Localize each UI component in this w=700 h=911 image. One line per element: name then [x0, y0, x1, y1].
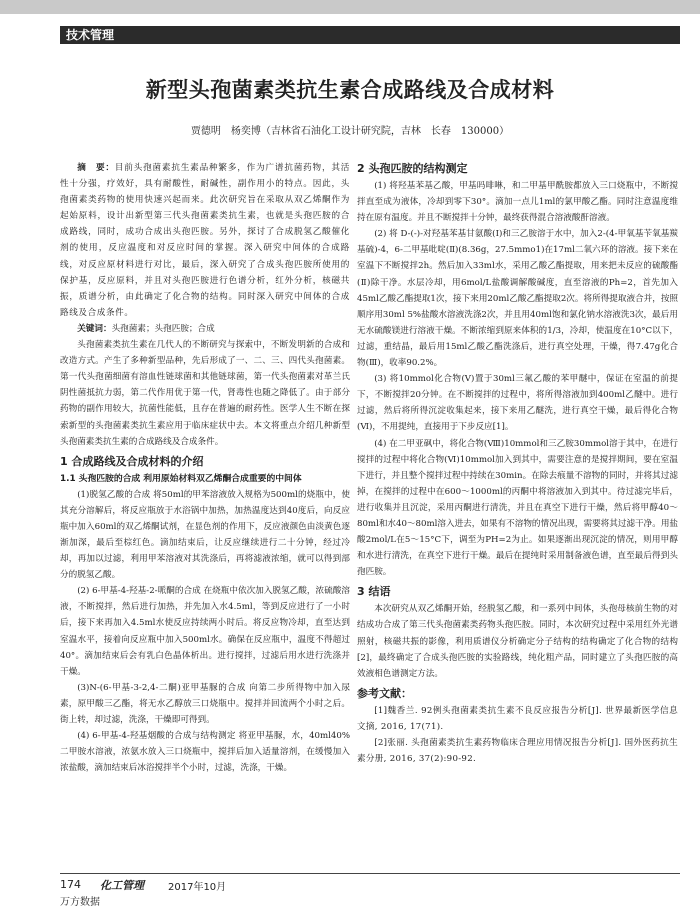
paragraph: (4) 在二甲亚砜中，将化合物(Ⅷ)10mmol和三乙胺30mmol溶于其中，在进行搅拌的过程中将化合物(Ⅵ)10mmol加入到其中，需要注意的是搅拌期间，要在室温下进行，并且整个搅拌过程中持续在30min。在除去痕量不溶物的同时，并将其过滤掉，在搅拌的过程中在600～1000ml的丙酮中将溶液加入到其中。待过滤完毕后，进行收集并且沉淀，采用丙酮进行清洗，并且在真空下进行干燥，然后将甲醇40～80ml和水40～80ml溶入进去，如果有不溶物的情况出现，需要将其过滤干净。用盐酸2mol/L在5～15°C下，调至为PH=2为止。如果逐渐出现沉淀的情况，则用甲醇和水进行清洗，在真空下进行干燥。最后在提纯时采用制备液色谱，直至最后得到头孢匹胺。	[357, 438, 679, 578]
keywords-text: 头孢菌素；头孢匹胺；合成	[111, 323, 215, 334]
page-footer	[60, 873, 680, 894]
keywords	[60, 321, 350, 337]
author-line: 贾德明 杨奕博（吉林省石油化工设计研究院，吉林 长春 130000）	[190, 126, 510, 137]
subsection-heading-1-1: 1.1 头孢匹胺的合成 利用原始材料双乙烯酮合成重要的中间体	[60, 473, 302, 484]
paragraph: (2) 6-甲基-4-羟基-2-哌酮的合成 在烧瓶中依次加入脱氢乙酸，浓硫酸溶液，不断搅拌，然后进行加热，并先加入水4.5ml，等到反应进行了一小时后，接下来再加入4.5ml水使反应持续两小时后。将反应物冷却，直至达到室温水平，接着向反应瓶中加入500ml水。确保在反应瓶中，温度不得超过40°。滴加结束后会有乳白色晶体析出。进行搅拌，过滤后用水进行洗涤并干燥。	[60, 586, 350, 677]
paragraph: (1)脱氢乙酸的合成 将50ml的甲苯溶液放入规格为500ml的烧瓶中，使其充分溶解后，将反应瓶放于水浴锅中加热，加热温度达到40度后，向反应瓶中加入60ml的双乙烯酮试剂，在显色剂的作用下，反应液颜色由淡黄色逐渐加深，最后至棕红色。滴加结束后，让反应继续进行二十分钟，经过冷却，再加以过滤，利用甲苯溶液对其洗涤后，再将滤液浓缩，就可以得到部分的脱氢乙酸。	[60, 489, 350, 581]
journal-logo: 化工管理	[100, 879, 144, 892]
paragraph: (3) 将10mmol化合物(V)置于30ml三氟乙酸的苯甲醚中，保证在室温的前提下，不断搅拌20分钟。在不断搅拌的过程中，将所得溶液加到400ml乙醚中。进行过滤，然后将所得沉淀收集起来，接下来用乙醚洗，进行真空干燥，最后得化合物(Ⅵ)，不用提纯，直接用于下步反应[1]。	[357, 374, 678, 433]
conclusion-paragraph: 本次研究从双乙烯酮开始，经脱氢乙酸，和一系列中间体，头孢母核前生物的对结成功合成了第三代头孢菌素类药物头孢匹胺。同时，本次研究过程中采用红外光谱照射，核磁共振的影像，利用质谱仪分析确定分子结构的结构确定了化合物的结构[2]，最终确定了合成头孢匹胺的实验路线，纯化粗产品，同时建立了头孢匹胺的高效液相色谱测定方法。	[357, 604, 678, 679]
section-tag: 技术管理	[60, 26, 680, 44]
section-heading-1: 1 合成路线及合成材料的介绍	[60, 454, 204, 468]
issue-date: 2017年10月	[168, 882, 227, 893]
article-title: 新型头孢菌素类抗生素合成路线及合成材料	[145, 78, 555, 102]
keywords-label: 关键词：	[77, 323, 112, 334]
paragraph: (2) 将 D-(-)-对羟基苯基甘氨酸(Ⅰ)和三乙胺溶于水中，加入2-(4-甲氧基苄氧基羰基硫)-4，6-二甲基吡啶(Ⅱ)(8.36g，27.5mmo1)在17ml二氧六环的溶液。接下来在室温下不断搅拌2h。然后加入33ml水，采用乙酸乙酯提取，用来把未反应的硫酸酯(Ⅱ)除干净。水层冷却，用6mol/L盐酸调解酸碱度，直至溶液的Ph=2，首先加入45ml乙酸乙酯提取1次，接下来用20ml乙酸乙酯提取2次。将所得提取液合并，按照顺序用30ml 5%盐酸水溶液洗涤2次，并且用40ml饱和氯化钠水溶液洗3次，最后用无水硫酸镁进行溶液干燥。不断浓缩到原来体积的1/3，冷却，使温度在10°C以下，过滤，重结晶，最后用15ml乙酸乙酯洗涤后，进行真空处理，干燥，得7.47g化合物(Ⅲ)，收率90.2%。	[357, 229, 679, 369]
paragraph: (4) 6-甲基-4-羟基烟酸的合成与结构测定 将亚甲基脲，水，40ml40%二甲胺水溶液，浓氨水放入三口烧瓶中，搅拌后加入适量溶剂，在缓慢加入浓盐酸，滴加结束后冰浴搅拌半个小时，过滤，洗涤，干燥。	[60, 731, 350, 774]
abstract-text: 目前头孢菌素抗生素品种繁多，作为广谱抗菌药物，其活性十分强，疗效好，具有耐酸性，耐碱性，副作用小的特点。因此，头孢菌素类药物的使用快速兴起而来。此次研究旨在采取从双乙烯酮作为起始原料，设计出新型第三代头孢菌素类抗生素，也就是头孢匹胺的合成路线，同时，成功合成出头孢匹胺。另外，探讨了合成脱氢乙酸催化剂的使用，反应温度和对反应时间的掌握。深入研究中间体的合成路线，对反应原材料进行对比，最后，深入研究了合成头孢匹胺所使用的保护基，反应原料，并且对头孢匹胺进行色谱分析，红外分析，核磁共振，质谱分析，由此确定了化合物的结构。同时深入研究中间体的合成路线及合成条件。	[60, 163, 350, 318]
reference-item: [2]张丽. 头孢菌素类抗生素药物临床合理应用情况报告分析[J]. 国外医药抗生素分册, 2016, 37(2):90-92.	[357, 738, 678, 765]
references-heading: 参考文献：	[357, 686, 412, 700]
intro-paragraph: 头孢菌素类抗生素在几代人的不断研究与探索中，不断发明新的合成和改造方式。产生了多种新型品种，先后形成了一、二、三、四代头孢菌素。第一代头孢菌细菌有溶血性链球菌和其他链球菌，第一代头孢菌素对革兰氏阴性菌抵抗力弱，第二代作用优于第一代，肾毒性也随之降低了。由于部分药物的副作用较大，抗菌性能低，且存在普遍的耐药性。医学人生不断在探索新型的头孢菌素类抗生素应用于临床症状中去。本文将重点介绍几种新型头孢菌素类抗生素的合成路线及合成条件。	[60, 340, 350, 447]
abstract-label: 摘 要：	[77, 163, 115, 173]
section-heading-2: 2 头孢匹胺的结构测定	[357, 162, 468, 175]
right-column	[357, 160, 678, 767]
paragraph: (3)N-(6-甲基-3-2,4-二酮)亚甲基脲的合成 向第二步所得物中加入尿素，原甲酸三乙酯，将无水乙醇放三口烧瓶中。搅拌并回流两个小时之后。街上转，却过滤，洗涤，干燥即可得到。	[60, 682, 350, 725]
watermark-text: 万方数据	[60, 897, 100, 908]
abstract	[60, 160, 350, 321]
paragraph: (1) 将羟基苯基乙酸，甲基吗啡啉，和二甲基甲酰胺都放入三口烧瓶中，不断搅拌直至成为液体，冷却到零下30°。滴加一点儿1ml的氯甲酸乙酯。同时注意温度维持在原有温度。并且不断搅拌十分钟，最终获得混合溶液酸酐溶液。	[357, 181, 678, 224]
reference-item: [1]魏香兰. 92例头孢菌素类抗生素不良反应报告分析[J]. 世界最新医学信息文摘, 2016, 17(71).	[357, 705, 678, 732]
left-column	[60, 160, 350, 776]
section-heading-3: 3 结语	[357, 585, 391, 599]
top-band	[0, 0, 700, 14]
page-number: 174	[60, 878, 81, 891]
